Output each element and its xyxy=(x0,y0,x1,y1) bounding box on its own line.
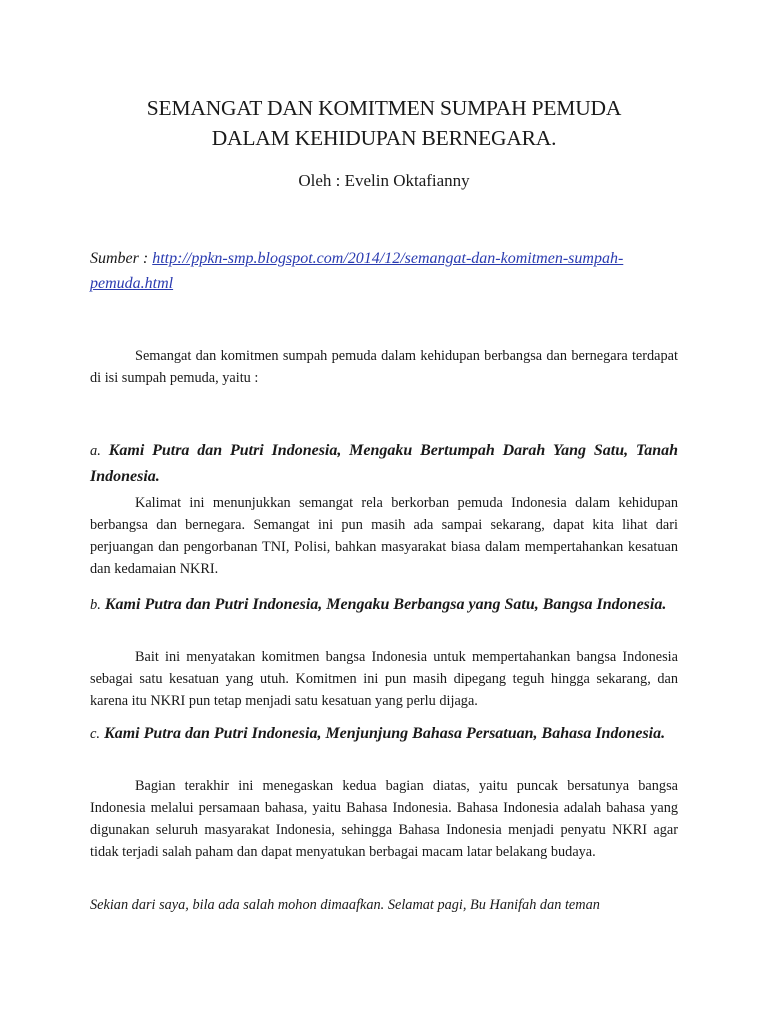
title-line-2: DALAM KEHIDUPAN BERNEGARA. xyxy=(211,126,557,150)
document-title xyxy=(90,93,678,153)
section-heading-text: Kami Putra dan Putri Indonesia, Menjunjung Bahasa Persatuan, Bahasa Indonesia. xyxy=(104,725,666,742)
closing-text: Sekian dari saya, bila ada salah mohon dimaafkan. Selamat pagi, Bu Hanifah dan teman xyxy=(90,897,600,913)
section-heading-c xyxy=(90,721,678,747)
source-label: Sumber : xyxy=(90,250,153,267)
section-letter: b. xyxy=(90,597,101,613)
title-line-1: SEMANGAT DAN KOMITMEN SUMPAH PEMUDA xyxy=(146,96,622,120)
section-body-c: Bagian terakhir ini menegaskan kedua bagian diatas, yaitu puncak bersatunya bangsa Indonesia melalui persamaan bahasa, yaitu Bahasa Indonesia. Bahasa Indonesia adalah bahasa yang digunakan seluruh masyarakat Indonesia, sehingga Bahasa Indonesia menjadi penyatu NKRI agar tidak terjadi salah paham dan dapat menyatukan berbagai macam latar belakang budaya. xyxy=(90,778,678,860)
section-body-b: Bait ini menyatakan komitmen bangsa Indonesia untuk mempertahankan bangsa Indonesia sebagai satu kesatuan yang utuh. Komitmen ini pun masih dipegang teguh hingga sekarang, dan karena itu NKRI pun tetap menjadi satu kesatuan yang perlu dijaga. xyxy=(90,649,678,709)
section-heading-text: Kami Putra dan Putri Indonesia, Mengaku Bertumpah Darah Yang Satu, Tanah Indonesia. xyxy=(90,442,679,485)
section-heading-text: Kami Putra dan Putri Indonesia, Mengaku Berbangsa yang Satu, Bangsa Indonesia. xyxy=(104,596,667,613)
author-line: Oleh : Evelin Oktafianny xyxy=(298,171,470,190)
section-letter: c. xyxy=(90,726,101,742)
section-body-a: Kalimat ini menunjukkan semangat rela berkorban pemuda Indonesia dalam kehidupan berbangsa dan bernegara. Semangat ini pun masih ada sampai sekarang, dapat kita lihat dari perjuangan dan pengorbanan TNI, Polisi, bahkan masyarakat biasa dalam mempertahankan kesatuan dan kedamaian NKRI. xyxy=(90,495,678,577)
intro-paragraph: Semangat dan komitmen sumpah pemuda dalam kehidupan berbangsa dan bernegara terdapat di isi sumpah pemuda, yaitu : xyxy=(90,348,678,386)
section-heading-a xyxy=(90,438,678,489)
section-heading-b xyxy=(90,592,678,618)
source-link[interactable]: http://ppkn-smp.blogspot.com/2014/12/semangat-dan-komitmen-sumpah-pemuda.html xyxy=(90,250,624,292)
section-letter: a. xyxy=(90,443,101,459)
source-line xyxy=(90,246,678,296)
